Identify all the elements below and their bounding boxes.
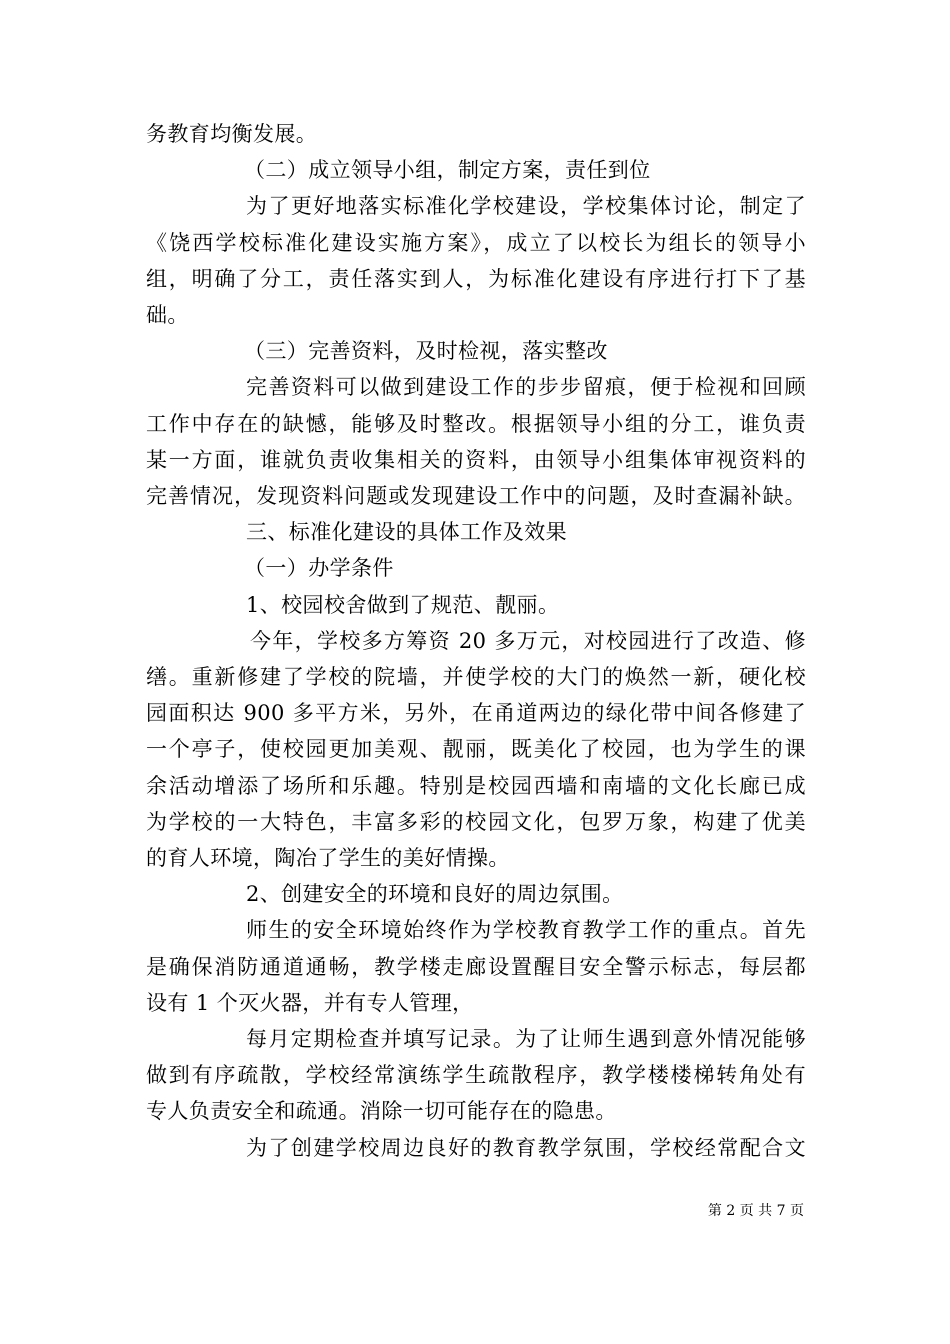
text-line: 缮。重新修建了学校的院墙，并使学校的大门的焕然一新，硬化校 (146, 665, 806, 689)
text-line: 为了更好地落实标准化学校建设，学校集体讨论，制定了 (246, 194, 806, 219)
text-line: 完善情况，发现资料问题或发现建设工作中的问题，及时查漏补缺。 (146, 484, 806, 508)
text-line: 的育人环境，陶冶了学生的美好情操。 (146, 846, 510, 870)
text-line: 余活动增添了场所和乐趣。特别是校园西墙和南墙的文化长廊已成 (146, 773, 806, 798)
text-line: 园面积达 900 多平方米，另外，在甬道两边的绿化带中间各修建了 (146, 701, 806, 726)
text-line: 工作中存在的缺憾，能够及时整改。根据领导小组的分工，谁负责 (146, 411, 806, 436)
text-line: 为学校的一大特色，丰富多彩的校园文化，包罗万象，构建了优美 (146, 809, 806, 834)
text-line: 务教育均衡发展。 (146, 122, 318, 146)
text-line: （三）完善资料，及时检视，落实整改 (244, 339, 608, 364)
text-line: 一个亭子，使校园更加美观、靓丽，既美化了校园，也为学生的课 (146, 737, 806, 762)
text-line: 组，明确了分工，责任落实到人，为标准化建设有序进行打下了基 (146, 266, 806, 291)
text-line: 《饶西学校标准化建设实施方案》，成立了以校长为组长的领导小 (146, 230, 806, 255)
page-number: 第 2 页 共 7 页 (707, 1203, 804, 1219)
text-line: 为了创建学校周边良好的教育教学氛围，学校经常配合文 (246, 1135, 806, 1160)
text-line: 1、校园校舍做到了规范、靓丽。 (246, 592, 560, 617)
text-line: 完善资料可以做到建设工作的步步留痕，便于检视和回顾 (246, 375, 806, 400)
text-line: 设有 1 个灭火器，并有专人管理， (146, 990, 474, 1015)
text-line: 做到有序疏散，学校经常演练学生疏散程序，教学楼楼梯转角处有 (146, 1063, 806, 1088)
text-line: 今年，学校多方筹资 20 多万元，对校园进行了改造、修 (250, 628, 806, 653)
text-line: 三、标准化建设的具体工作及效果 (246, 520, 567, 545)
text-line: 2、创建安全的环境和良好的周边氛围。 (246, 882, 624, 907)
text-line: 某一方面，谁就负责收集相关的资料，由领导小组集体审视资料的 (146, 447, 806, 472)
text-line: 是确保消防通道通畅，教学楼走廊设置醒目安全警示标志，每层都 (146, 954, 806, 979)
text-line: 础。 (146, 303, 189, 327)
text-line: （二）成立领导小组，制定方案，责任到位 (244, 158, 651, 183)
text-line: 每月定期检查并填写记录。为了让师生遇到意外情况能够 (246, 1027, 806, 1051)
text-line: （一）办学条件 (244, 556, 394, 581)
text-line: 师生的安全环境始终作为学校教育教学工作的重点。首先 (246, 918, 806, 943)
text-line: 专人负责安全和疏通。消除一切可能存在的隐患。 (146, 1099, 617, 1124)
